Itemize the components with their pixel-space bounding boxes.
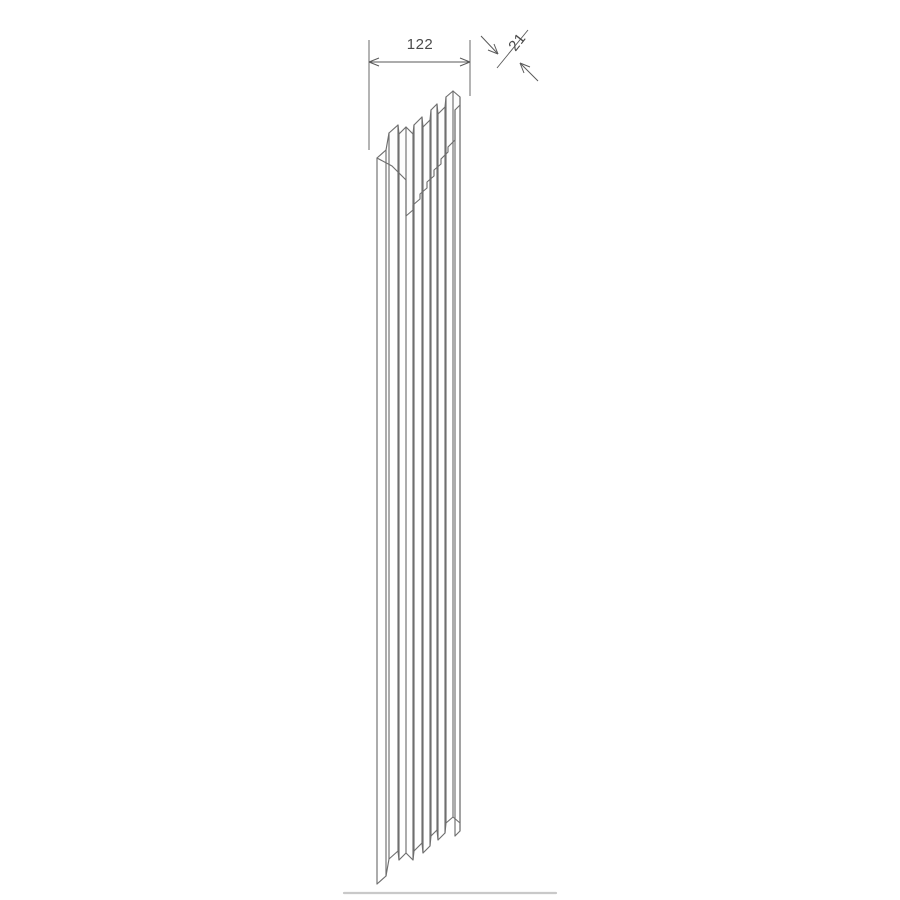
dimension-thickness-group [481, 30, 538, 81]
dimension-label-width: 122 [406, 36, 434, 53]
thickness-arrow-upper-shaft [481, 36, 498, 54]
dimension-label-thickness: 21 [505, 30, 530, 55]
profile-body [377, 91, 460, 884]
thickness-arrow-lower-shaft [520, 63, 538, 81]
